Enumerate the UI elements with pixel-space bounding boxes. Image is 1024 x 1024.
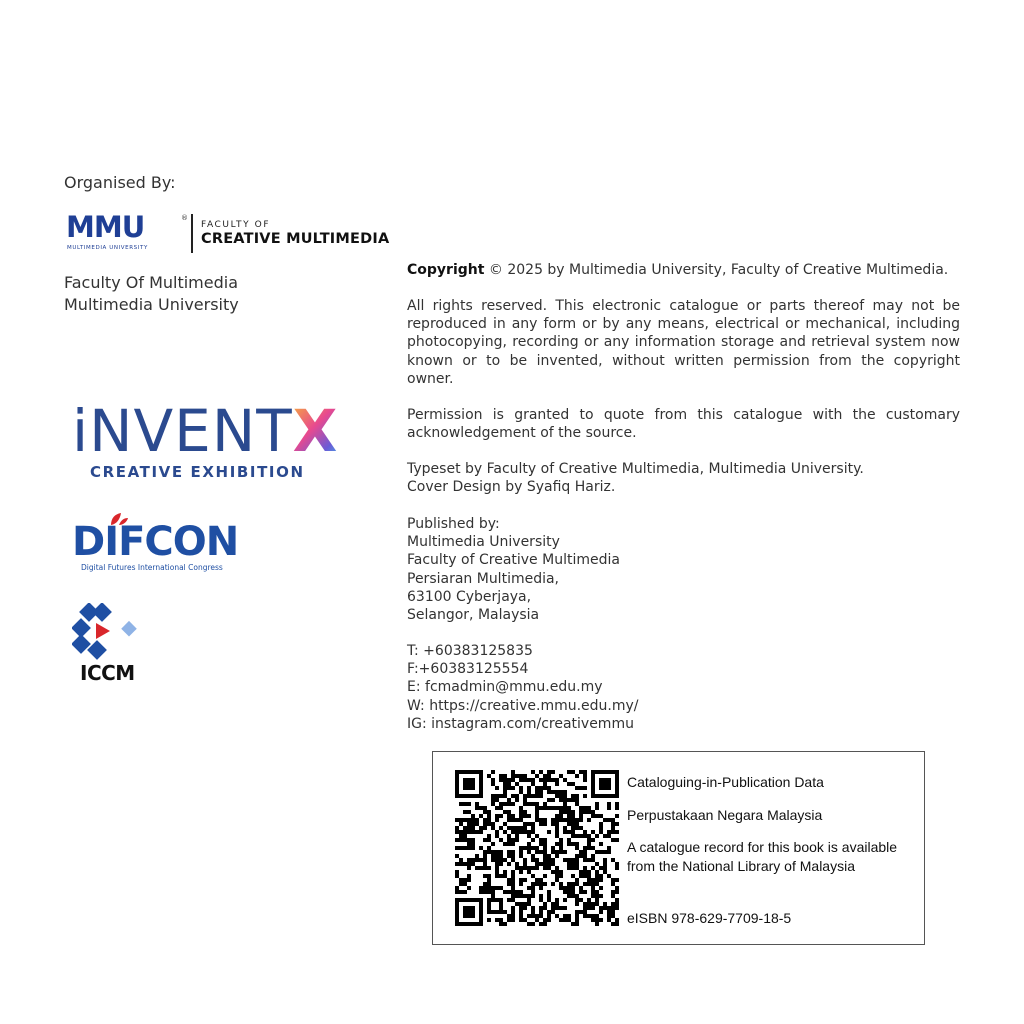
- published-block: [407, 515, 960, 624]
- mmu-wordmark: [66, 212, 144, 242]
- logo-divider: [191, 214, 193, 253]
- publisher-line: 63100 Cyberjaya,: [407, 588, 532, 605]
- cip-box: [432, 751, 925, 945]
- email-link[interactable]: E: fcmadmin@mmu.edu.my: [407, 679, 603, 696]
- difcon-wordmark: DIFCON: [72, 519, 239, 565]
- publisher-line: Faculty of Creative Multimedia: [407, 552, 620, 569]
- cip-title: Cataloguing-in-Publication Data: [627, 774, 824, 790]
- inventx-logo: [72, 397, 352, 484]
- difcon-subtitle: Digital Futures International Congress: [81, 563, 223, 572]
- permission-text: Permission is granted to quote from this catalogue with the customary acknowledgement of the source.: [407, 407, 960, 442]
- instagram-link[interactable]: IG: instagram.com/creativemmu: [407, 715, 634, 732]
- permission-block: [407, 406, 960, 442]
- cip-record-line1: A catalogue record for this book is available: [627, 839, 898, 855]
- publisher-line: Multimedia University: [407, 534, 560, 551]
- qr-code-icon: [455, 770, 619, 926]
- typeset-line: Typeset by Faculty of Creative Multimedia, Multimedia University.: [407, 461, 864, 477]
- faculty-line2: CREATIVE MULTIMEDIA: [201, 231, 390, 247]
- cover-design-line: Cover Design by Syafiq Hariz.: [407, 479, 616, 496]
- website-link[interactable]: W: https://creative.mmu.edu.my/: [407, 697, 639, 714]
- organised-by-label: Organised By:: [64, 173, 176, 192]
- difcon-logo: [72, 510, 282, 576]
- institution-line1: Faculty Of Multimedia: [64, 273, 239, 292]
- faculty-line1: FACULTY OF: [201, 220, 271, 230]
- typeset-block: [407, 460, 960, 496]
- inventx-wordmark: [72, 397, 339, 465]
- copyright-notice: [407, 261, 960, 279]
- publisher-line: Persiaran Multimedia,: [407, 570, 560, 587]
- cip-isbn: eISBN 978-629-7709-18-5: [627, 910, 792, 926]
- cip-library: Perpustakaan Negara Malaysia: [627, 807, 823, 823]
- rights-text: All rights reserved. This electronic catalogue or parts thereof may not be reproduced in any form or by any means, electrical or mechanical, including photocopying, recording or any information storage and retrieval system now known or to be invented, without written permission from the copyright owner.: [407, 298, 960, 387]
- inventx-subtitle: CREATIVE EXHIBITION: [90, 463, 305, 481]
- phone-line: T: +60383125835: [407, 643, 533, 659]
- publisher-line: Selangor, Malaysia: [407, 607, 540, 624]
- inventx-word: iNVENT: [72, 397, 293, 465]
- iccm-wordmark: ICCM: [80, 661, 135, 685]
- cip-record-line2: from the National Library of Malaysia: [627, 858, 855, 874]
- mmu-wordmark-text: MMU: [66, 210, 145, 244]
- mmu-subtitle: MULTIMEDIA UNIVERSITY: [67, 245, 148, 251]
- fax-line: F:+60383125554: [407, 661, 529, 678]
- copyright-text: © 2025 by Multimedia University, Faculty of Creative Multimedia.: [488, 262, 949, 278]
- institution-block: [64, 272, 239, 316]
- iccm-emblem-icon: [72, 603, 142, 661]
- contact-block: [407, 642, 960, 733]
- institution-line2: Multimedia University: [64, 295, 239, 314]
- copyright-label: Copyright: [407, 262, 485, 278]
- registered-mark: ®: [181, 214, 188, 222]
- mmu-logo: [64, 212, 394, 254]
- rights-block: [407, 297, 960, 388]
- iccm-logo: [72, 603, 152, 687]
- published-label: Published by:: [407, 516, 500, 532]
- inventx-x: X: [292, 397, 339, 465]
